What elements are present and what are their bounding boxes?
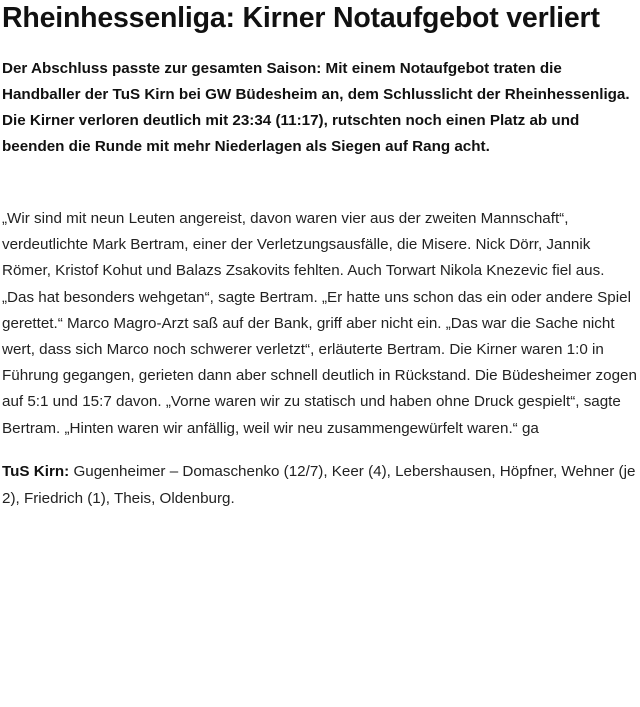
team-lineup [2, 458, 638, 512]
article-headline: Rheinhessenliga: Kirner Notaufgebot verliert [2, 2, 600, 34]
lineup-team-name: TuS Kirn: [2, 462, 70, 480]
article-lead: Der Abschluss passte zur gesamten Saison: Mit einem Notaufgebot traten die Handballer der TuS Kirn bei GW Büdesheim an, dem Schlusslicht der Rheinhessenliga. Die Kirner verloren deutlich mit 23:34 (11:17), rutschten noch einen Platz ab und beenden die Runde mit mehr Niederlagen als Siegen auf Rang acht. [2, 60, 630, 155]
article-body: „Wir sind mit neun Leuten angereist, davon waren vier aus der zweiten Mannschaft“, verdeutlichte Mark Bertram, einer der Verletzungsausfälle, die Misere. Nick Dörr, Jannik Römer, Kristof Kohut und Balazs Zsakovits fehlten. Auch Torwart Nikola Knezevic fiel aus. „Das hat besonders wehgetan“, sagte Bertram. „Er hatte uns schon das ein oder andere Spiel gerettet.“ Marco Magro-Arzt saß auf der Bank, griff aber nicht ein. „Das war die Sache nicht wert, dass sich Marco noch schwerer verletzt“, erläuterte Bertram. Die Kirner waren 1:0 in Führung gegangen, gerieten dann aber schnell deutlich in Rückstand. Die Büdesheimer zogen auf 5:1 und 15:7 davon. „Vorne waren wir zu statisch und haben ohne Druck gespielt“, sagte Bertram. „Hinten waren wir anfällig, weil wir neu zusammengewürfelt waren.“ ga [2, 210, 637, 437]
lineup-players: Gugenheimer – Domaschenko (12/7), Keer (4), Lebershausen, Höpfner, Wehner (je 2), Friedrich (1), Theis, Oldenburg. [2, 462, 636, 507]
